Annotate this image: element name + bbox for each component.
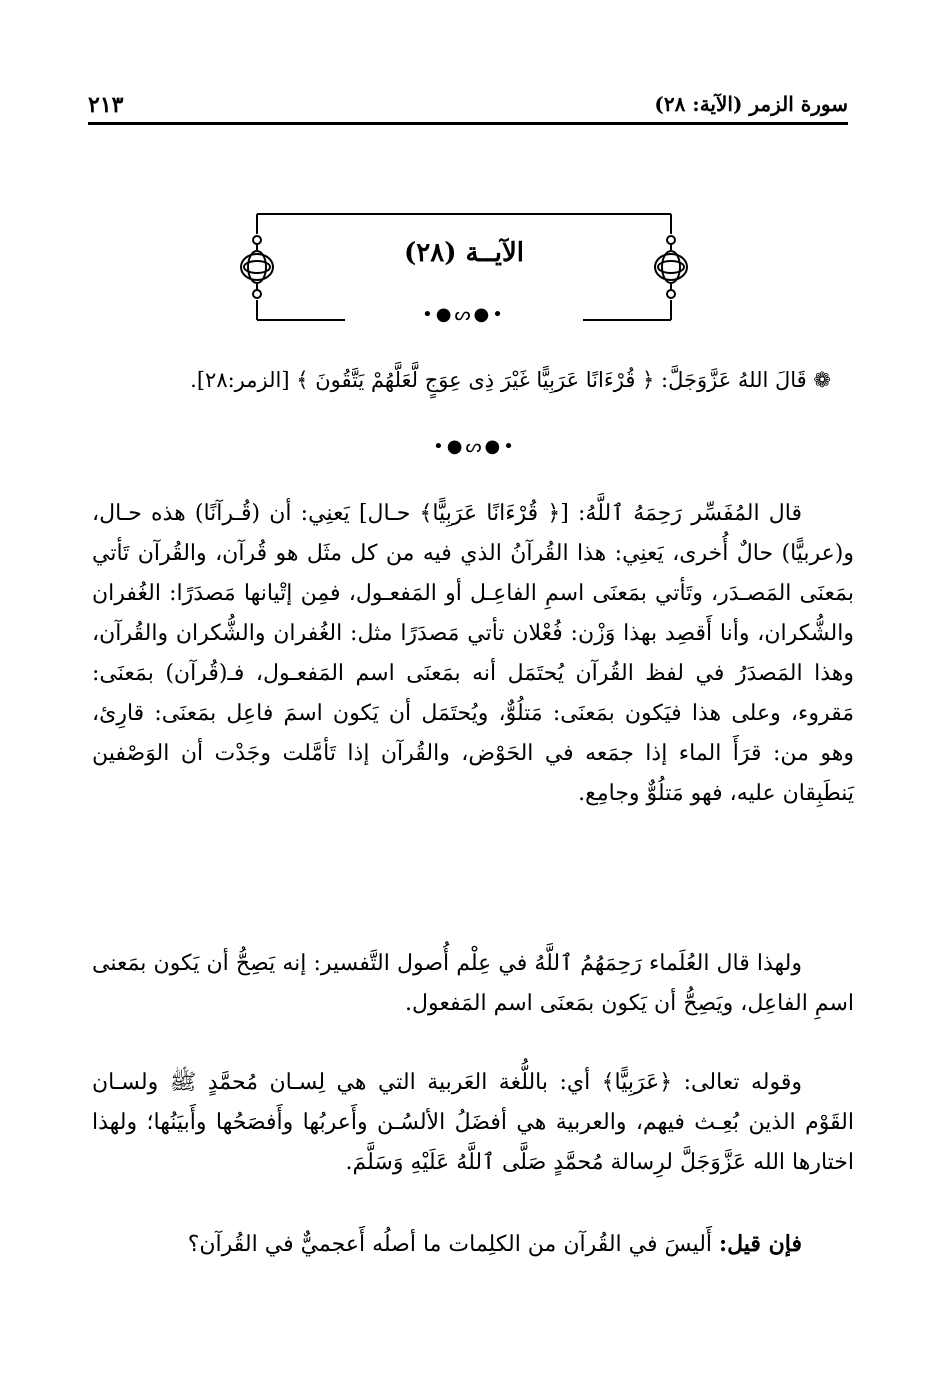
header-rule: [88, 122, 848, 125]
verse-heading: الآيــة (٢٨): [403, 238, 525, 268]
divider-ornament-2: •●ᔕ●•: [433, 436, 517, 457]
header-title: سورة الزمر (الآية: ٢٨): [654, 92, 848, 116]
divider-ornament: •●ᔕ●•: [422, 304, 506, 325]
verse-heading-frame: [255, 212, 673, 324]
commentary-paragraph-3: وقوله تعالى: ﴿عَرَبِيًّا﴾ أي: باللُّغة العَربية التي هي لِسـان مُحمَّدٍ ﷺ ولسـان القَوْم الذين بُعِـث فيهم، والعربية هي أفضَلُ الألسُـن وأَعربُها وأَفصَحُها وأَبيَنُها؛ ولهذا اختارها الله عَزَّوَجَلَّ لرِسالة مُحمَّدٍ صَلَّى ٱللَّهُ عَلَيْهِ وَسَلَّمَ.: [92, 1070, 854, 1175]
question-lead: فإن قيل:: [719, 1231, 802, 1257]
commentary-paragraph-4: [92, 1224, 854, 1265]
question-text: أَليسَ في القُرآن من الكلِمات ما أصلُه أَعجميٌّ في القُرآن؟: [187, 1232, 720, 1257]
commentary-paragraph-2: ولهذا قال العُلَماء رَحِمَهُمُ ٱللَّهُ في عِلْم أُصول التَّفسير: إنه يَصِحُّ أن يَكون بمَعنى اسمِ الفاعِل، ويَصِحُّ أن يَكون بمَعنَى اسم المَفعول.: [92, 951, 854, 1016]
running-header: [88, 92, 848, 122]
commentary-paragraph-1: قال المُفَسِّر رَحِمَهُ ٱللَّهُ: [﴿ قُرْءَانًا عَرَبِيًّا﴾ حـال] يَعنِي: أن (قُـرآنًا) هذه حـال، و(عربيًّا) حالٌ أُخرى، يَعنِي: هذا القُرآنُ الذي فيه من كل مثَل هو قُرآن، والقُرآن تَأتي بمَعنَى المَصـدَر، وتَأتي بمَعنَى اسمِ الفاعِـل أو المَفعـول، فمِن إتْيانها مَصدَرًا: الغُفران والشُّكران، وأنا أَقصِد بهذا وَزْن: فُعْلان تأتي مَصدَرًا مثل: الغُفران والشُّكران والقُرآن، وهذا المَصدَرُ في لفظ القُرآن يُحتَمَل أنه بمَعنَى اسم المَفعـول، فـ(قُرآن) بمَعنَى: مَقروء، وعلى هذا فيَكون بمَعنَى: مَتلُوٌّ، ويُحتَمَل أن يَكون اسمَ فاعِل بمَعنَى: قارِئ، وهو من: قرَأَ الماء إذا جمَعه في الحَوْض، والقُرآن إذا تَأمَّلت وجَدْت أن الوَصْفين يَنطَبِقان عليه، فهو مَتلُوٌّ وجامِع.: [92, 501, 855, 806]
quran-verse: ❁ قَالَ اللهُ عَزَّوَجَلَّ: ﴿ قُرْءَانًا عَرَبِيًّا غَيْرَ ذِى عِوَجٍ لَّعَلَّهُمْ يَتَّقُونَ ﴾ [الزمر:٢٨].: [190, 368, 831, 392]
page-number: ٢١٣: [88, 92, 124, 118]
